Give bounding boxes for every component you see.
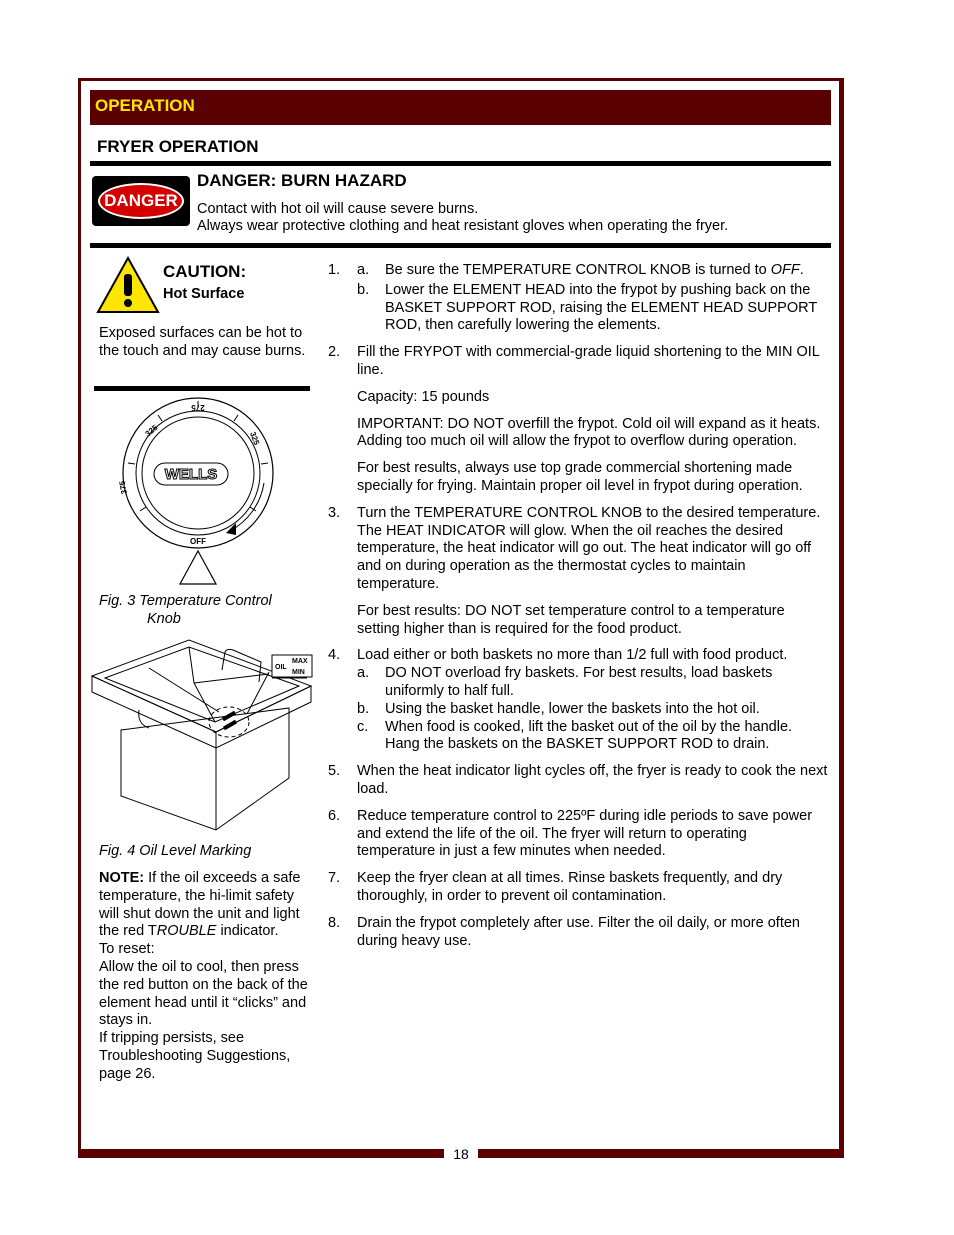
note-reset-label: To reset: bbox=[99, 941, 155, 958]
footer-bar-right bbox=[478, 1149, 841, 1155]
step-8 bbox=[328, 915, 828, 951]
subsection-title: FRYER OPERATION bbox=[97, 137, 259, 156]
caution-warning-icon bbox=[96, 256, 160, 314]
step-4c-text: When food is cooked, lift the basket out of the oil by the handle. Hang the baskets on the BASKET SUPPORT ROD to drain. bbox=[385, 718, 793, 753]
operation-steps bbox=[328, 262, 828, 959]
step-4b bbox=[357, 701, 828, 719]
divider-top bbox=[90, 161, 831, 166]
step-number: 1. bbox=[328, 262, 341, 278]
divider-left bbox=[94, 386, 310, 391]
step-3-text: Turn the TEMPERATURE CONTROL KNOB to the desired temperature. The HEAT INDICATOR will glow. When the oil reaches the desired temperature, the heat indicator will go out. The heat indicator will go off and on during operation as the thermostat cycles to maintain temperature. bbox=[357, 504, 821, 592]
knob-brand: WELLS bbox=[164, 466, 218, 483]
step-4-text: Load either or both baskets no more than 1/2 full with food product. bbox=[357, 647, 788, 664]
step-number: 3. bbox=[328, 504, 341, 521]
note-persist-text: If tripping persists, see Troubleshooting Suggestions, page 26. bbox=[99, 1030, 291, 1082]
divider-danger bbox=[90, 243, 831, 248]
caution-subtitle: Hot Surface bbox=[163, 286, 245, 302]
sub-letter: b. bbox=[357, 700, 370, 717]
fig4-caption: Fig. 4 Oil Level Marking bbox=[99, 843, 252, 859]
temperature-knob-figure bbox=[118, 393, 278, 588]
step-2-text: Fill the FRYPOT with commercial-grade liquid shortening to the MIN OIL line. bbox=[357, 344, 820, 378]
step-2 bbox=[328, 344, 828, 496]
knob-mark-left: 375 bbox=[118, 480, 129, 496]
step-number: 2. bbox=[328, 344, 341, 361]
step-number: 8. bbox=[328, 914, 341, 931]
knob-mark-top: 275 bbox=[191, 403, 205, 412]
danger-sign-label: DANGER bbox=[98, 183, 184, 219]
note-label: NOTE: bbox=[99, 870, 145, 886]
step-number: 7. bbox=[328, 870, 341, 887]
knob-mark-left-top: 325 bbox=[143, 423, 160, 439]
step-1a bbox=[357, 262, 828, 280]
note-reset-text: Allow the oil to cool, then press the red button on the back of the element head until it “clicks” and stays in. bbox=[99, 958, 308, 1029]
fig3-caption-line2: Knob bbox=[147, 611, 181, 627]
caution-text: Exposed surfaces can be hot to the touch and may cause burns. bbox=[99, 325, 306, 359]
note-text-a: If the oil exceeds a safe temperature, the hi-limit safety will shut down the unit and light the red T bbox=[99, 870, 301, 940]
step-5 bbox=[328, 763, 828, 799]
oil-level-figure bbox=[89, 638, 314, 833]
step-6 bbox=[328, 808, 828, 861]
fig3-caption bbox=[99, 592, 272, 628]
knob-off-label: OFF bbox=[190, 537, 206, 546]
step-8-text: Drain the frypot completely after use. Filter the oil daily, or more often during heavy use. bbox=[357, 914, 800, 949]
step-3-best: For best results: DO NOT set temperature control to a temperature setting higher than is required for the food product. bbox=[357, 602, 785, 637]
note-text-c: indicator. bbox=[216, 923, 279, 940]
min-label: MIN bbox=[292, 669, 305, 676]
max-label: MAX bbox=[292, 658, 308, 665]
step-5-text: When the heat indicator light cycles off, the fryer is ready to cook the next load. bbox=[357, 763, 828, 797]
step-number: 4. bbox=[328, 647, 341, 664]
step-1b bbox=[357, 282, 828, 335]
note-block bbox=[99, 870, 311, 1084]
step-4a-text: DO NOT overload fry baskets. For best results, load baskets uniformly to half full. bbox=[385, 665, 773, 699]
step-number: 6. bbox=[328, 807, 341, 824]
step-1a-text: Be sure the TEMPERATURE CONTROL KNOB is turned to bbox=[385, 262, 767, 278]
step-2-important: IMPORTANT: DO NOT overfill the frypot. Cold oil will expand as it heats. Adding too much oil will allow the frypot to overflow during operation. bbox=[357, 415, 821, 450]
page-number: 18 bbox=[444, 1146, 478, 1162]
caution-title: CAUTION: bbox=[163, 262, 247, 281]
step-7 bbox=[328, 870, 828, 906]
step-2-capacity: Capacity: 15 pounds bbox=[357, 388, 490, 405]
danger-title: DANGER: BURN HAZARD bbox=[197, 171, 407, 190]
sub-letter: a. bbox=[357, 665, 370, 682]
note-trouble: ROUBLE bbox=[156, 923, 217, 940]
section-title: OPERATION bbox=[95, 96, 195, 115]
step-4a bbox=[357, 665, 828, 701]
step-2-best: For best results, always use top grade commercial shortening made specially for frying. Maintain proper oil level in frypot during operation. bbox=[357, 460, 803, 494]
step-1a-off: OFF bbox=[770, 262, 800, 278]
step-number: 5. bbox=[328, 763, 341, 780]
step-1 bbox=[328, 262, 828, 335]
danger-line-2: Always wear protective clothing and heat resistant gloves when operating the fryer. bbox=[197, 218, 729, 234]
step-1a-end: . bbox=[799, 262, 804, 278]
danger-text bbox=[197, 201, 728, 235]
step-4c bbox=[357, 719, 828, 755]
danger-sign bbox=[92, 176, 190, 226]
fig3-caption-line1: Fig. 3 Temperature Control bbox=[99, 593, 272, 609]
step-3 bbox=[328, 505, 828, 639]
danger-line-1: Contact with hot oil will cause severe burns. bbox=[197, 201, 479, 217]
step-4b-text: Using the basket handle, lower the baskets into the hot oil. bbox=[385, 700, 760, 717]
section-header-bar bbox=[90, 90, 831, 125]
sub-letter: b. bbox=[357, 281, 370, 298]
step-4 bbox=[328, 647, 828, 754]
step-1b-text: Lower the ELEMENT HEAD into the frypot by pushing back on the BASKET SUPPORT ROD, raising the ELEMENT HEAD SUPPORT ROD, then carefully lowering the elements. bbox=[385, 281, 817, 334]
knob-mark-right: 325 bbox=[248, 430, 262, 447]
step-7-text: Keep the fryer clean at all times. Rinse baskets frequently, and dry thoroughly, in order to prevent oil contamination. bbox=[357, 870, 783, 904]
step-6-text: Reduce temperature control to 225ºF during idle periods to save power and extend the life of the oil. The fryer will return to operating temperature in just a few minutes when needed. bbox=[357, 807, 813, 860]
footer-bar-left bbox=[78, 1149, 444, 1155]
sub-letter: a. bbox=[357, 262, 370, 278]
sub-letter: c. bbox=[357, 718, 369, 735]
oil-label: OIL bbox=[275, 664, 287, 671]
